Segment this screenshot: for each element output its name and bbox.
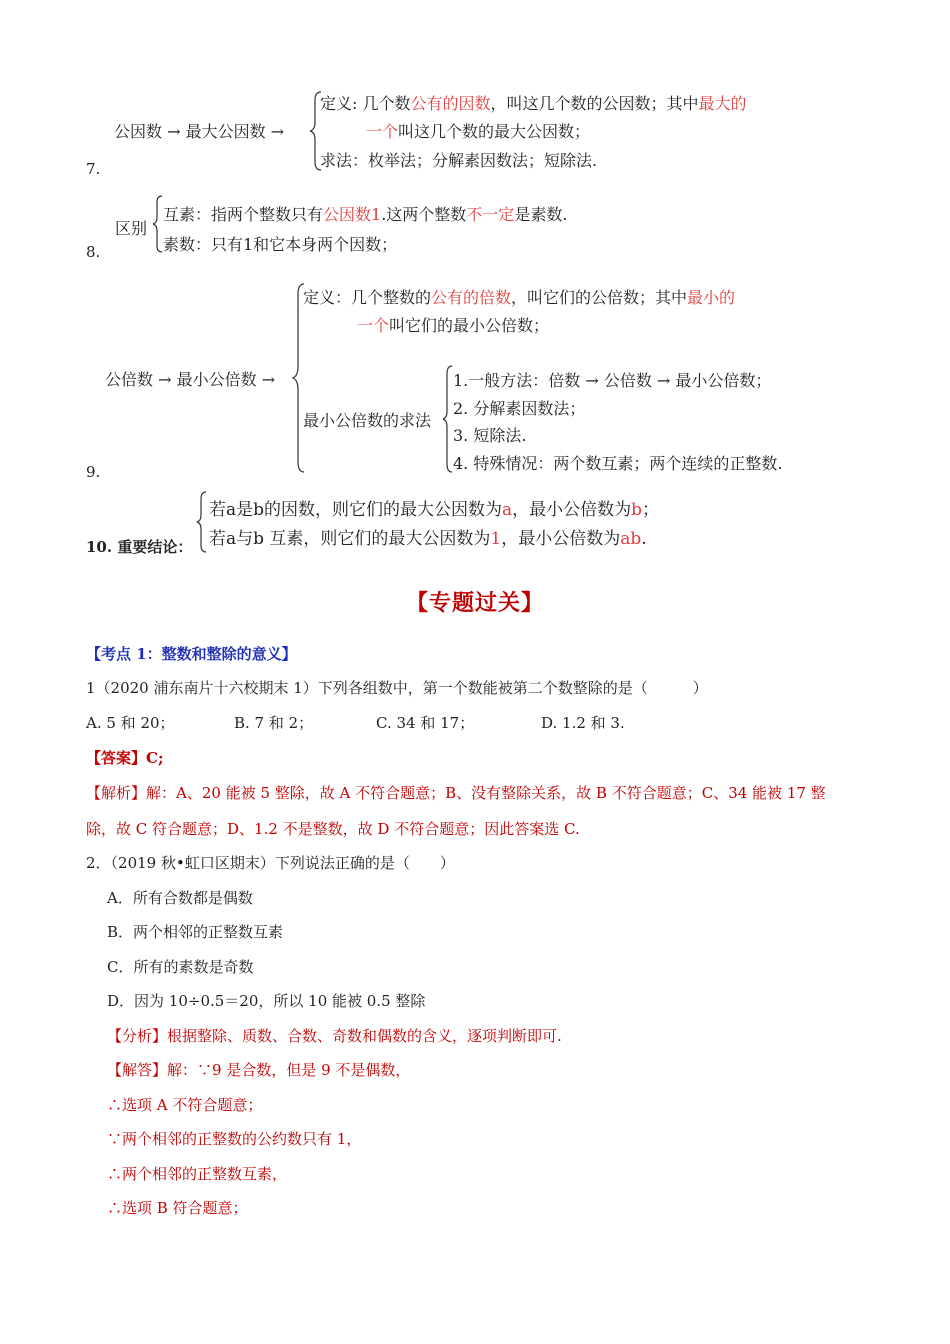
item9-method-2: 2. 分解素因数法； [453, 399, 586, 418]
item8-left-label: 区别 [115, 219, 148, 238]
item10-label: 10. 重要结论： [86, 538, 193, 556]
item9-definition-line1: 定义：几个整数的公有的倍数，叫它们的公倍数；其中最小的 [303, 288, 736, 307]
item7-method: 求法：枚举法；分解素因数法；短除法. [320, 151, 598, 170]
item10-conclusion-2: 若a与b 互素，则它们的最大公因数为1，最小公倍数为ab. [209, 529, 647, 549]
q2-analysis: 【分析】根据整除、质数、合数、奇数和偶数的含义，逐项判断即可. [107, 1027, 562, 1045]
item9-left-label: 公倍数 → 最小公倍数 → [105, 370, 276, 389]
item9-number: 9. [86, 463, 101, 481]
q2-step-2: ∵两个相邻的正整数的公约数只有 1， [107, 1130, 362, 1148]
q1-option-c: C. 34 和 17； [376, 714, 475, 732]
kaodian-1-heading: 【考点 1：整数和整除的意义】 [86, 645, 297, 663]
item7-left-label: 公因数 → 最大公因数 → [114, 122, 285, 141]
item8-coprime-line: 互素：指两个整数只有公因数1.这两个整数不一定是素数. [163, 205, 568, 224]
item9-method-4: 4. 特殊情况：两个数互素；两个连续的正整数. [453, 454, 783, 473]
q1-analysis-line1: 【解析】解：A、20 能被 5 整除，故 A 不符合题意；B、没有整除关系，故 B 不符合题意；C、34 能被 17 整 [86, 784, 826, 802]
item8-number: 8. [86, 243, 101, 261]
q2-option-b: B．两个相邻的正整数互素 [107, 923, 284, 941]
item9-definition-line2: 一个叫它们的最小公倍数； [357, 316, 550, 335]
item7-definition-line1: 定义: 几个数公有的因数，叫这几个数的公因数；其中最大的 [320, 94, 747, 113]
q2-option-d: D．因为 10÷0.5＝20，所以 10 能被 0.5 整除 [107, 992, 426, 1010]
item10-brace [196, 490, 208, 554]
q2-option-c: C．所有的素数是奇数 [107, 958, 254, 976]
q1-answer: 【答案】C; [86, 749, 164, 767]
q1-option-d: D. 1.2 和 3. [541, 714, 625, 732]
item7-definition-line2: 一个叫这几个数的最大公因数； [366, 122, 591, 141]
q2-step-3: ∴两个相邻的正整数互素， [107, 1165, 288, 1183]
item9-method-1: 1.一般方法：倍数 → 公倍数 → 最小公倍数； [453, 371, 772, 390]
q1-stem: 1（2020 浦东南片十六校期末 1）下列各组数中，第一个数能被第二个数整除的是（ ） [86, 679, 708, 697]
q1-option-a: A. 5 和 20； [86, 714, 175, 732]
q2-option-a: A．所有合数都是偶数 [107, 889, 253, 907]
item9-method-3: 3. 短除法. [453, 426, 527, 445]
item9-method-label: 最小公倍数的求法 [303, 411, 432, 430]
item10-conclusion-1: 若a是b的因数，则它们的最大公因数为a，最小公倍数为b； [209, 500, 660, 520]
q2-step-1: ∴选项 A 不符合题意； [107, 1096, 263, 1114]
q1-option-b: B. 7 和 2； [234, 714, 314, 732]
q2-solution: 【解答】解：∵9 是合数，但是 9 不是偶数， [107, 1061, 411, 1079]
item8-prime-line: 素数：只有1和它本身两个因数； [163, 235, 398, 254]
item7-number: 7. [86, 160, 101, 178]
q2-stem: 2．（2019 秋•虹口区期末）下列说法正确的是（ ） [86, 854, 455, 872]
q2-step-4: ∴选项 B 符合题意； [107, 1199, 248, 1217]
section-title: 【专题过关】 [405, 590, 544, 616]
item9-outer-brace [292, 282, 306, 474]
q1-analysis-line2: 除，故 C 符合题意；D、1.2 不是整数，故 D 不符合题意；因此答案选 C. [86, 820, 580, 838]
